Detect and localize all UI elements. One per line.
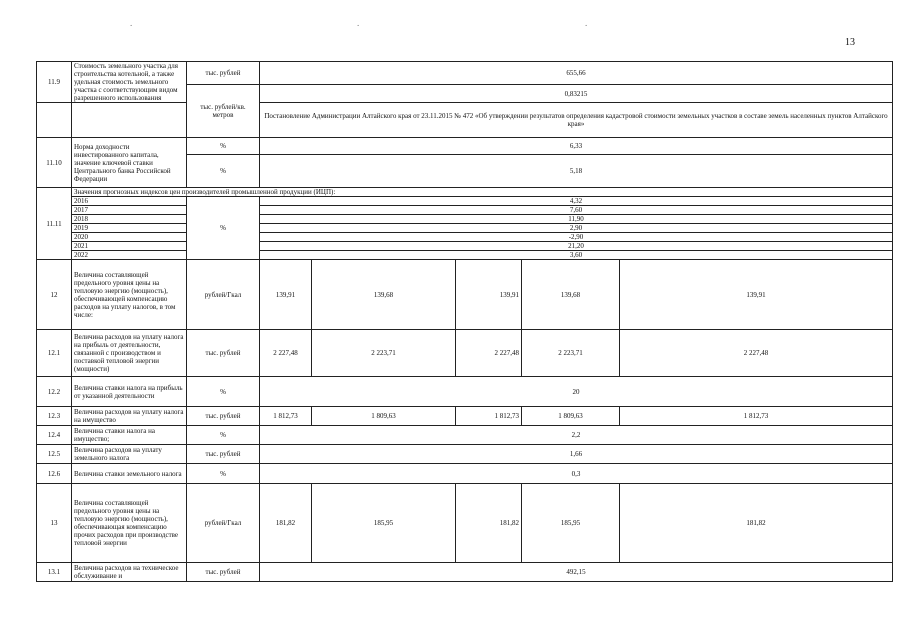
row-value-4: 1 809,63 [522, 407, 620, 426]
row-name: Величина расходов на техническое обслуживание и [72, 563, 187, 582]
row-name: Величина расходов на уплату налога на имущество [72, 407, 187, 426]
year-value: 4,32 [260, 197, 893, 206]
row-number: 12.3 [37, 407, 72, 426]
row-name: Норма доходности инвестированного капитала, значение ключевой ставки Центрального банка Российской Федерации [72, 138, 187, 188]
row-value-5: 139,91 [620, 260, 893, 330]
scan-dot: . [130, 18, 133, 28]
table-row [37, 103, 893, 138]
row-value: 492,15 [260, 563, 893, 582]
year-label: 2017 [72, 206, 187, 215]
row-number [37, 103, 72, 138]
row-value-3: 139,91 [456, 260, 522, 330]
table-row [37, 242, 893, 251]
row-value-3: 2 227,48 [456, 330, 522, 377]
row-number: 12 [37, 260, 72, 330]
table-row [37, 464, 893, 484]
row-unit: тыс. рублей [187, 407, 260, 426]
row-number: 12.2 [37, 377, 72, 407]
row-unit: % [187, 138, 260, 155]
ipc-title: Значения прогнозных индексов цен производителей промышленной продукции (ИЦП): [72, 188, 893, 197]
year-label: 2016 [72, 197, 187, 206]
year-label: 2020 [72, 233, 187, 242]
tariff-table [36, 61, 893, 582]
row-number: 11.9 [37, 62, 72, 103]
row-value-1: 181,82 [260, 484, 312, 563]
row-unit: тыс. рублей [187, 330, 260, 377]
row-value-5: 1 812,73 [620, 407, 893, 426]
row-unit: рублей/Гкал [187, 260, 260, 330]
row-value: 20 [260, 377, 893, 407]
row-name: Величина расходов на уплату земельного налога [72, 445, 187, 464]
row-name: Стоимость земельного участка для строительства котельной, а также удельная стоимость земельного участка с соответствующим видом разрешенного использования [72, 62, 187, 103]
row-name [72, 103, 187, 138]
year-value: -2,90 [260, 233, 893, 242]
row-unit: % [187, 426, 260, 445]
row-value: 0,3 [260, 464, 893, 484]
table-row [37, 445, 893, 464]
year-label: 2018 [72, 215, 187, 224]
row-value: 1,66 [260, 445, 893, 464]
scan-dot: . [585, 18, 588, 28]
row-unit: % [187, 377, 260, 407]
table-row [37, 484, 893, 563]
year-value: 2,90 [260, 224, 893, 233]
table-row [37, 251, 893, 260]
row-unit: рублей/Гкал [187, 484, 260, 563]
row-number: 12.1 [37, 330, 72, 377]
table-row [37, 377, 893, 407]
table-row [37, 233, 893, 242]
row-value-1: 2 227,48 [260, 330, 312, 377]
table-row [37, 260, 893, 330]
row-number: 12.4 [37, 426, 72, 445]
row-value: 655,66 [260, 62, 893, 85]
row-value-2: 1 809,63 [312, 407, 456, 426]
table-row [37, 197, 893, 206]
table-row [37, 563, 893, 582]
row-value-2: 2 223,71 [312, 330, 456, 377]
year-label: 2022 [72, 251, 187, 260]
row-unit: тыс. рублей [187, 563, 260, 582]
row-number: 11.11 [37, 188, 72, 260]
row-name: Величина составляющей предельного уровня цены на тепловую энергию (мощность), обеспечивающая компенсацию прочих расходов при производстве тепловой энергии [72, 484, 187, 563]
row-value: 5,18 [260, 155, 893, 188]
table-row [37, 188, 893, 197]
row-unit: % [187, 155, 260, 188]
row-name: Величина ставки налога на прибыль от указанной деятельности [72, 377, 187, 407]
row-name: Величина расходов на уплату налога на прибыль от деятельности, связанной с производством и поставкой тепловой энергии (мощности) [72, 330, 187, 377]
row-unit: % [187, 197, 260, 260]
row-value-2: 139,68 [312, 260, 456, 330]
scan-dot: . [357, 18, 360, 28]
row-number: 12.6 [37, 464, 72, 484]
row-value-3: 1 812,73 [456, 407, 522, 426]
year-value: 11,90 [260, 215, 893, 224]
row-value-2: 185,95 [312, 484, 456, 563]
row-number: 11.10 [37, 138, 72, 188]
row-value-1: 139,91 [260, 260, 312, 330]
table-row [37, 330, 893, 377]
row-value-1: 1 812,73 [260, 407, 312, 426]
row-number: 13.1 [37, 563, 72, 582]
row-unit: тыс. рублей/кв. метров [187, 85, 260, 138]
row-name: Величина ставки налога на имущество; [72, 426, 187, 445]
row-number: 12.5 [37, 445, 72, 464]
regulation-note: Постановление Администрации Алтайского края от 23.11.2015 № 472 «Об утверждении результатов определения кадастровой стоимости земельных участков в составе земель населенных пунктов Алтайского края» [260, 103, 893, 138]
table-row [37, 426, 893, 445]
row-unit: тыс. рублей [187, 445, 260, 464]
table-row [37, 62, 893, 85]
row-value: 2,2 [260, 426, 893, 445]
row-name: Величина составляющей предельного уровня цены на тепловую энергию (мощность), обеспечивающей компенсацию расходов на уплату налогов, в том числе: [72, 260, 187, 330]
row-unit: тыс. рублей [187, 62, 260, 85]
row-value-5: 181,82 [620, 484, 893, 563]
row-value: 6,33 [260, 138, 893, 155]
row-value-4: 139,68 [522, 260, 620, 330]
year-value: 7,60 [260, 206, 893, 215]
row-value-3: 181,82 [456, 484, 522, 563]
year-value: 21,20 [260, 242, 893, 251]
row-unit: % [187, 464, 260, 484]
table-row [37, 407, 893, 426]
year-label: 2019 [72, 224, 187, 233]
table-row [37, 215, 893, 224]
row-value-4: 2 223,71 [522, 330, 620, 377]
row-name: Величина ставки земельного налога [72, 464, 187, 484]
row-value-5: 2 227,48 [620, 330, 893, 377]
page-number: 13 [845, 37, 855, 48]
year-value: 3,60 [260, 251, 893, 260]
year-label: 2021 [72, 242, 187, 251]
table-row [37, 206, 893, 215]
table-row [37, 224, 893, 233]
row-value: 0,83215 [260, 85, 893, 103]
row-value-4: 185,95 [522, 484, 620, 563]
row-number: 13 [37, 484, 72, 563]
table-row [37, 138, 893, 155]
